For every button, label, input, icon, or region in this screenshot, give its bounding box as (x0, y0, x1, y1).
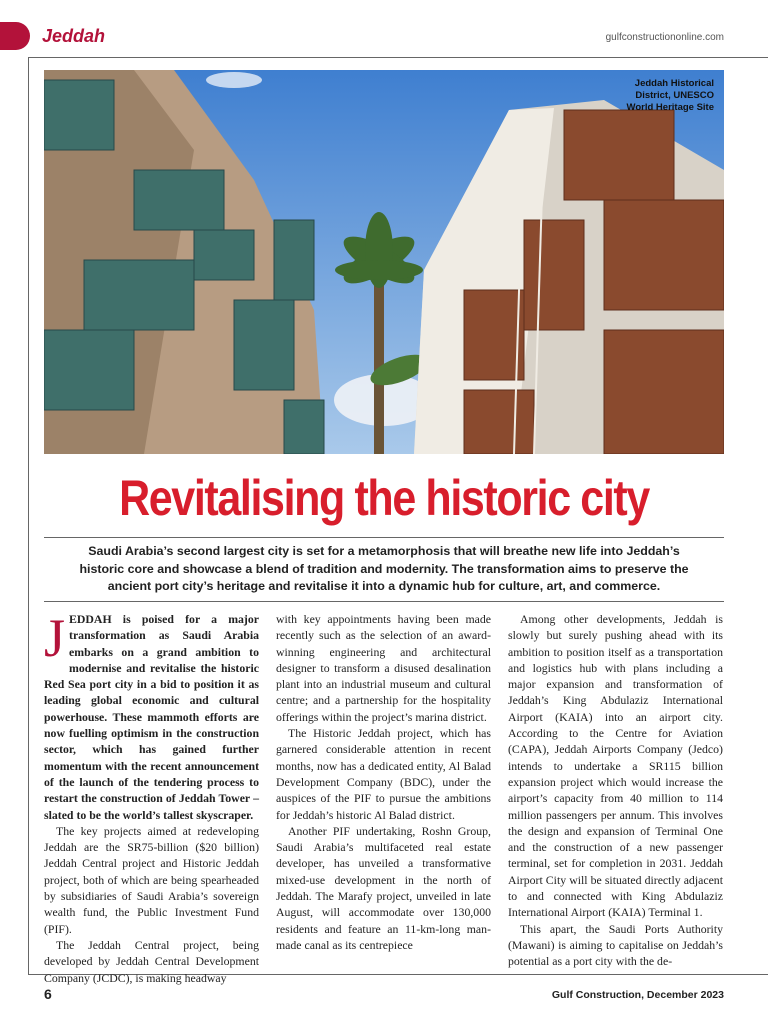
standfirst-rule-bottom (44, 601, 724, 602)
standfirst-line: historic core and showcase a blend of tradition and modernity. The transformation aims to preserve the (79, 561, 689, 576)
section-label: Jeddah (42, 26, 106, 46)
paragraph: The Jeddah Central project, being developed by Jeddah Central Development Company (JCDC), is making headway (44, 937, 259, 985)
section-tab-marker (0, 22, 30, 50)
paragraph: Among other developments, Jeddah is slowly but surely pushing ahead with its ambition to position itself as a transportation and logistics hub with plans including a major expansion and transformation of Jeddah’s King Abdulaziz International Airport (KAIA) into an airport city. According to the Centre for Aviation (CAPA), Jeddah Airports Company (Jedco) intends to undertake a SR115 billion expansion project which would increase the airport’s capacity from 40 million to 114 million passengers per annum. This involves the design and expansion of Terminal One and the construction of a new passenger terminal, set for completion in 2031. Jeddah Airport City will be situated directly adjacent to and connected with King Abdulaziz International Airport (KAIA) Terminal 1. (508, 612, 723, 920)
article-column-3 (508, 611, 723, 970)
paragraph: The Historic Jeddah project, which has garnered considerable attention in recent months, now has a dedicated entity, Al Balad Development Company (BDC), under the auspices of the PIF to pursue the ambitions for Jeddah’s historic Al Balad district. (276, 726, 491, 822)
paragraph: Another PIF undertaking, Roshn Group, Saudi Arabia’s multifaceted real estate developer, has unveiled a transformative mixed-use development in the north of Jeddah. The Marafy project, unveiled in late August, will accommodate over 130,000 residents and feature an 11-km-long man-made canal as its centrepiece (276, 823, 491, 952)
headline-rule-top (44, 537, 724, 538)
page-number: 6 (44, 986, 52, 1002)
article-column-2 (276, 611, 491, 953)
article-headline: Revitalising the historic city (119, 470, 649, 526)
historic-buildings-illustration (44, 70, 724, 454)
drop-cap: J (44, 608, 66, 668)
article-lead: EDDAH is poised for a major transformation as Saudi Arabia embarks on a grand ambition to modernise and revitalise the historic Red Sea port city in a bid to position it as leading global economic and cultural powerhouse. These mammoth efforts are now fuelling optimism in the construction sector, which has gained further momentum with the recent announcement of the launch of the tendering process to restart the construction of Jeddah Tower – slated to be the world’s tallest skyscraper. (44, 612, 259, 822)
site-url[interactable]: gulfconstructiononline.com (605, 32, 724, 43)
standfirst-line: ancient port city’s heritage and revitalise it into a dynamic hub for culture, art, and commerce. (107, 579, 661, 593)
paragraph: This apart, the Saudi Ports Authority (Mawani) is aiming to capitalise on Jeddah’s potential as a port city with the de- (508, 921, 723, 969)
hero-photo (44, 70, 724, 454)
photo-caption-line: Jeddah Historical (634, 78, 714, 89)
paragraph: The key projects aimed at redeveloping Jeddah are the SR75-billion ($20 billion) Jeddah Central project and Historic Jeddah project, both of which are being spearheaded by subsidiaries of Saudi Arabia’s sovereign wealth fund, the Public Investment Fund (PIF). (44, 823, 259, 936)
paragraph: with key appointments having been made recently such as the selection of an award-winning engineering and architectural designer to transform a disused desalination plant into an industrial museum and cultural centre; and a partnership for the hospitality offerings within the project’s marina district. (276, 612, 491, 724)
publication-footer: Gulf Construction, December 2023 (551, 989, 724, 1001)
photo-caption (554, 78, 714, 114)
article-column-1 (44, 608, 259, 986)
article-standfirst (50, 543, 718, 596)
standfirst-line: Saudi Arabia’s second largest city is set for a metamorphosis that will breathe new life into Jeddah’s (88, 544, 680, 558)
photo-caption-line: District, UNESCO (635, 90, 714, 101)
photo-caption-line: World Heritage Site (626, 102, 714, 113)
